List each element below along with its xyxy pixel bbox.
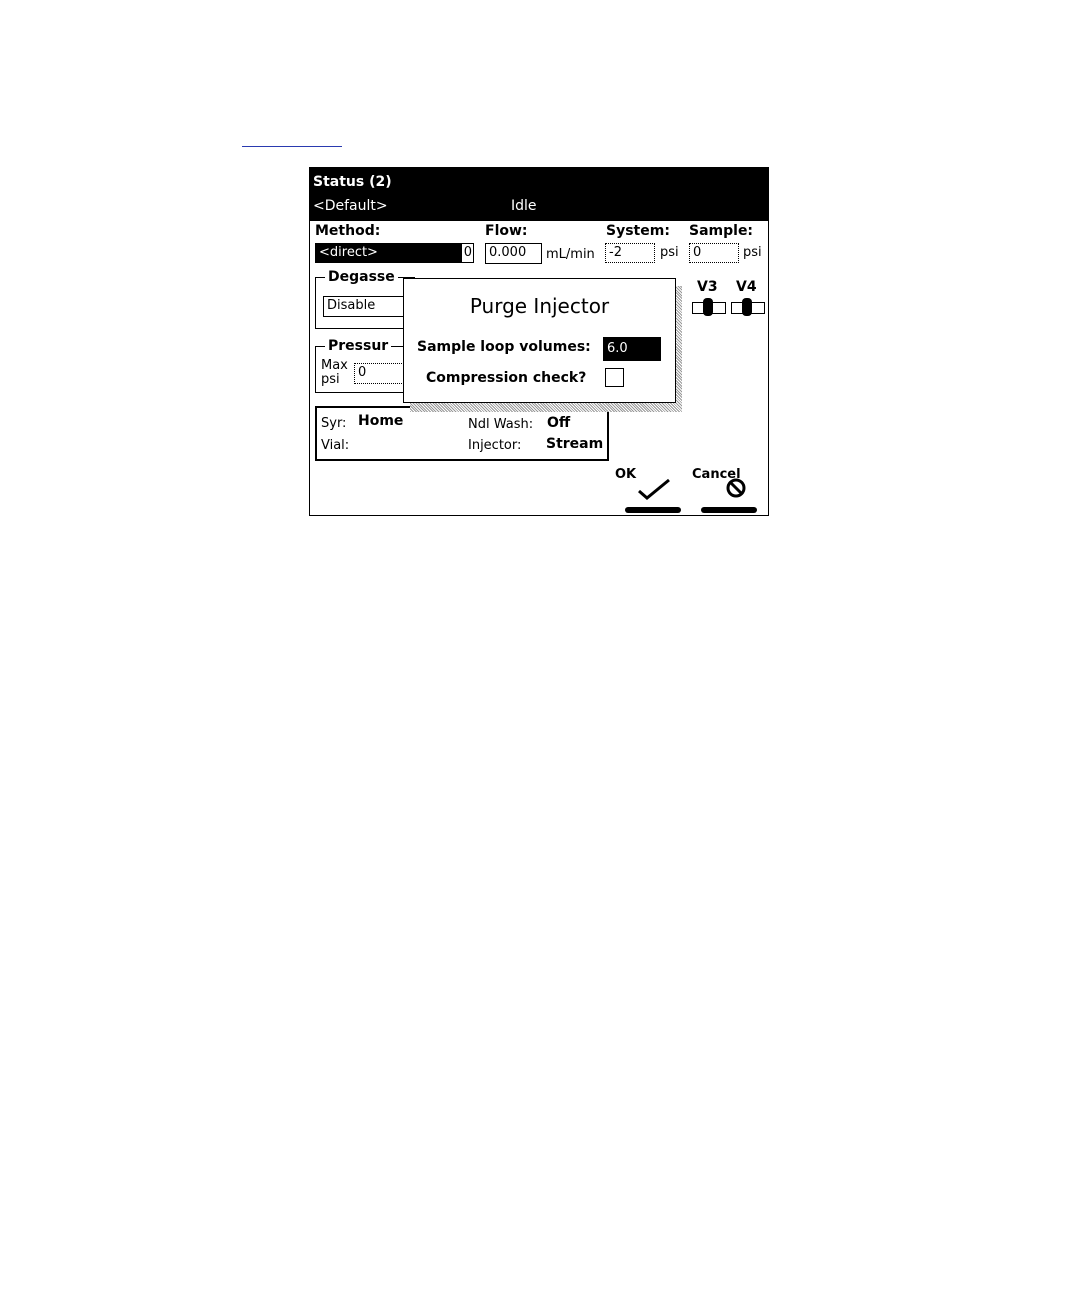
degasser-label: Degasse — [325, 269, 398, 285]
ok-button[interactable] — [615, 467, 675, 513]
flow-label: Flow: — [485, 223, 528, 239]
method-field[interactable]: <direct> — [315, 243, 462, 263]
purge-injector-dialog — [403, 278, 676, 403]
sample-loop-label: Sample loop volumes: — [417, 339, 591, 355]
checkmark-icon — [637, 477, 671, 501]
instrument-screen — [309, 167, 769, 516]
run-state: Idle — [511, 198, 537, 214]
flow-unit: mL/min — [546, 247, 595, 262]
method-name: <Default> — [313, 198, 388, 214]
valve-v4-icon[interactable] — [731, 299, 765, 315]
max-pressure-field[interactable]: 0 — [354, 363, 414, 384]
degasser-dropdown[interactable]: Disable — [323, 296, 413, 317]
pressure-label: Pressur — [325, 338, 391, 354]
injector-value: Stream — [546, 436, 604, 452]
sample-unit: psi — [743, 245, 762, 260]
needle-wash-label: Ndl Wash: — [468, 417, 534, 432]
cancel-button[interactable] — [691, 467, 757, 513]
injector-label: Injector: — [468, 438, 522, 453]
header-rule — [242, 146, 342, 147]
compression-check-label: Compression check? — [426, 370, 587, 386]
cancel-icon — [725, 477, 747, 499]
pressure-unit-label: psi — [321, 372, 340, 387]
pressure-max-label: Max — [321, 358, 348, 373]
screen-title: Status (2) — [313, 174, 392, 190]
syringe-label: Syr: — [321, 416, 347, 431]
valve-v3-label: V3 — [697, 279, 718, 295]
sample-label: Sample: — [689, 223, 754, 239]
sample-pressure-field: 0 — [689, 243, 739, 263]
method-label: Method: — [315, 223, 381, 239]
flow-field[interactable]: 0.000 — [485, 243, 542, 264]
title-bar — [310, 168, 768, 221]
sample-loop-volumes-input[interactable]: 6.0 — [603, 337, 661, 361]
compression-check-checkbox[interactable] — [605, 368, 624, 387]
system-unit: psi — [660, 245, 679, 260]
dialog-title: Purge Injector — [469, 294, 610, 318]
ok-label: OK — [615, 467, 637, 482]
vial-label: Vial: — [321, 438, 350, 453]
system-label: System: — [606, 223, 670, 239]
valve-v4-label: V4 — [736, 279, 757, 295]
system-pressure-field: -2 — [605, 243, 655, 263]
cancel-label: Cancel — [692, 467, 741, 482]
valve-v3-icon[interactable] — [692, 299, 726, 315]
method-index-field[interactable]: 0 — [461, 243, 474, 263]
needle-wash-value: Off — [547, 415, 571, 431]
syringe-value: Home — [358, 413, 404, 429]
